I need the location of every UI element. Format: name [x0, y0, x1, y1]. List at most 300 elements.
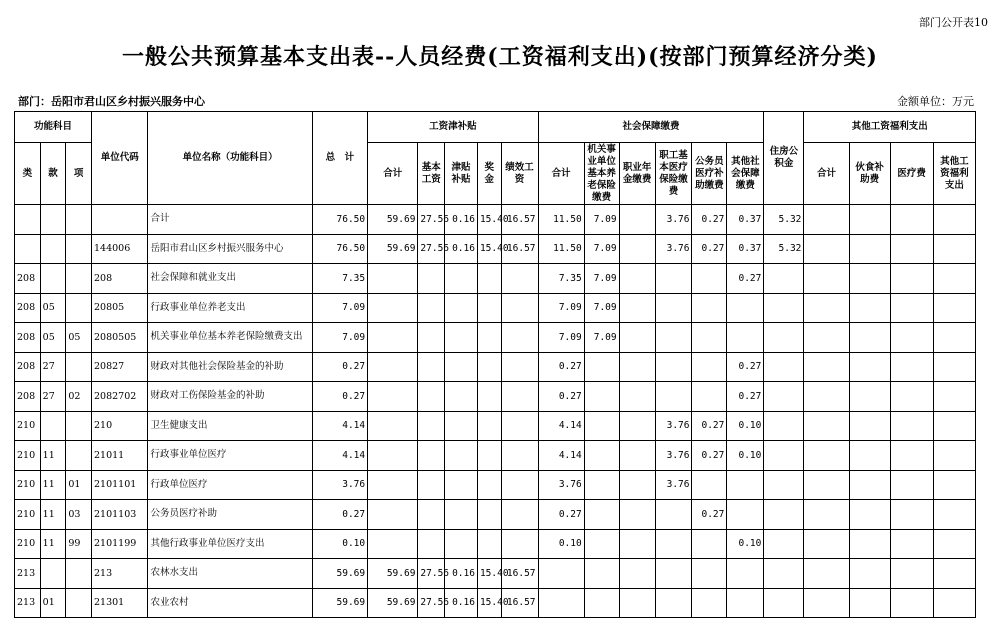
cell-lei: 210 [15, 441, 41, 471]
header-performance: 绩效工资 [501, 143, 538, 205]
table-row [15, 323, 976, 353]
cell-social-total: 4.14 [538, 441, 584, 471]
cell-other-social: 0.37 [727, 234, 764, 264]
cell-annuity [619, 500, 655, 530]
cell-meal [849, 411, 890, 441]
cell-allowance [445, 352, 478, 382]
cell-meal [849, 588, 890, 618]
cell-medical-fee [890, 500, 933, 530]
cell-medical-fee [890, 470, 933, 500]
cell-lei: 210 [15, 470, 41, 500]
cell-other-total [804, 234, 849, 264]
cell-civil-medical [692, 529, 727, 559]
cell-unit-code: 20805 [92, 293, 148, 323]
cell-basic-wage [418, 264, 445, 294]
cell-total: 76.50 [312, 234, 367, 264]
header-unit-name: 单位名称（功能科目） [148, 112, 312, 205]
cell-basic-wage [418, 470, 445, 500]
cell-total: 0.27 [312, 382, 367, 412]
cell-performance [501, 352, 538, 382]
cell-meal [849, 441, 890, 471]
cell-annuity [619, 470, 655, 500]
cell-pension [584, 588, 619, 618]
cell-bonus [477, 470, 501, 500]
cell-basic-wage [418, 529, 445, 559]
cell-bonus [477, 352, 501, 382]
cell-unit-code: 208 [92, 264, 148, 294]
cell-bonus [477, 293, 501, 323]
cell-basic-wage [418, 411, 445, 441]
cell-basic-wage: 27.56 [418, 588, 445, 618]
cell-medical-fee [890, 352, 933, 382]
cell-social-total: 11.50 [538, 234, 584, 264]
cell-medical-fee [890, 293, 933, 323]
cell-civil-medical: 0.27 [692, 234, 727, 264]
header-social-total: 合计 [538, 143, 584, 205]
cell-kuan: 11 [40, 529, 66, 559]
cell-other-social [727, 293, 764, 323]
cell-medical-fee [890, 441, 933, 471]
cell-bonus: 15.40 [477, 234, 501, 264]
cell-unit-name: 财政对工伤保险基金的补助 [148, 382, 312, 412]
header-pension: 机关事业单位基本养老保险缴费 [584, 143, 619, 205]
cell-performance [501, 323, 538, 353]
cell-meal [849, 205, 890, 235]
cell-medical: 3.76 [655, 441, 692, 471]
cell-unit-code: 20827 [92, 352, 148, 382]
cell-civil-medical [692, 352, 727, 382]
cell-kuan [40, 264, 66, 294]
cell-unit-code: 210 [92, 411, 148, 441]
cell-housing [764, 500, 804, 530]
unit-label: 金额单位：万元 [897, 95, 974, 108]
cell-bonus: 15.40 [477, 588, 501, 618]
cell-medical [655, 588, 692, 618]
cell-lei: 213 [15, 559, 41, 589]
cell-xiang [66, 205, 92, 235]
cell-other-social: 0.27 [727, 352, 764, 382]
cell-bonus [477, 500, 501, 530]
header-other-group: 其他工资福利支出 [804, 112, 976, 143]
header-basic-wage: 基本工资 [418, 143, 445, 205]
cell-medical: 3.76 [655, 205, 692, 235]
cell-pension [584, 559, 619, 589]
header-func-subject: 功能科目 [15, 112, 92, 143]
cell-unit-name: 其他行政事业单位医疗支出 [148, 529, 312, 559]
cell-annuity [619, 529, 655, 559]
cell-total: 7.35 [312, 264, 367, 294]
cell-wage-total [368, 470, 418, 500]
cell-performance: 16.57 [501, 205, 538, 235]
cell-performance [501, 470, 538, 500]
cell-xiang [66, 588, 92, 618]
cell-civil-medical: 0.27 [692, 500, 727, 530]
cell-lei: 208 [15, 264, 41, 294]
table-row [15, 234, 976, 264]
cell-allowance [445, 382, 478, 412]
cell-other-total [804, 441, 849, 471]
cell-medical-fee [890, 264, 933, 294]
cell-performance [501, 500, 538, 530]
cell-kuan [40, 234, 66, 264]
cell-housing [764, 352, 804, 382]
table-row [15, 264, 976, 294]
table-row [15, 588, 976, 618]
cell-wage-total [368, 323, 418, 353]
table-row [15, 411, 976, 441]
cell-civil-medical [692, 323, 727, 353]
cell-other-total [804, 264, 849, 294]
cell-pension [584, 441, 619, 471]
cell-allowance [445, 441, 478, 471]
cell-unit-name: 行政单位医疗 [148, 470, 312, 500]
header-meal: 伙食补助费 [849, 143, 890, 205]
cell-xiang [66, 234, 92, 264]
cell-other-welfare [933, 500, 975, 530]
cell-other-total [804, 559, 849, 589]
cell-other-social: 0.10 [727, 411, 764, 441]
cell-allowance [445, 470, 478, 500]
table-row [15, 559, 976, 589]
cell-annuity [619, 411, 655, 441]
cell-medical: 3.76 [655, 411, 692, 441]
cell-social-total: 7.09 [538, 323, 584, 353]
cell-annuity [619, 588, 655, 618]
cell-medical-fee [890, 411, 933, 441]
cell-other-total [804, 470, 849, 500]
cell-social-total: 4.14 [538, 411, 584, 441]
cell-civil-medical: 0.27 [692, 205, 727, 235]
cell-wage-total [368, 500, 418, 530]
cell-total: 76.50 [312, 205, 367, 235]
header-medical: 职工基本医疗保险缴费 [655, 143, 692, 205]
cell-performance [501, 441, 538, 471]
cell-social-total: 0.10 [538, 529, 584, 559]
cell-social-total: 0.27 [538, 382, 584, 412]
cell-total: 59.69 [312, 559, 367, 589]
cell-annuity [619, 559, 655, 589]
cell-bonus [477, 441, 501, 471]
cell-meal [849, 264, 890, 294]
cell-performance [501, 293, 538, 323]
cell-unit-code: 2101103 [92, 500, 148, 530]
cell-bonus [477, 323, 501, 353]
department-label: 部门：岳阳市君山区乡村振兴服务中心 [18, 95, 205, 108]
cell-xiang [66, 441, 92, 471]
cell-pension [584, 529, 619, 559]
cell-unit-name: 机关事业单位基本养老保险缴费支出 [148, 323, 312, 353]
cell-wage-total [368, 264, 418, 294]
table-row [15, 529, 976, 559]
cell-other-welfare [933, 411, 975, 441]
cell-other-welfare [933, 559, 975, 589]
cell-wage-total: 59.69 [368, 559, 418, 589]
cell-social-total: 3.76 [538, 470, 584, 500]
cell-xiang [66, 559, 92, 589]
cell-bonus [477, 411, 501, 441]
cell-xiang: 02 [66, 382, 92, 412]
cell-annuity [619, 441, 655, 471]
cell-annuity [619, 382, 655, 412]
table-row [15, 205, 976, 235]
cell-wage-total [368, 382, 418, 412]
cell-other-welfare [933, 323, 975, 353]
cell-basic-wage [418, 293, 445, 323]
cell-lei: 213 [15, 588, 41, 618]
cell-social-total: 0.27 [538, 500, 584, 530]
cell-housing [764, 264, 804, 294]
cell-allowance: 0.16 [445, 234, 478, 264]
cell-other-social: 0.37 [727, 205, 764, 235]
cell-other-social [727, 470, 764, 500]
cell-wage-total: 59.69 [368, 588, 418, 618]
cell-meal [849, 382, 890, 412]
cell-allowance [445, 293, 478, 323]
header-social-group: 社会保障缴费 [538, 112, 764, 143]
cell-pension [584, 382, 619, 412]
cell-lei: 210 [15, 529, 41, 559]
cell-kuan: 05 [40, 323, 66, 353]
cell-basic-wage: 27.56 [418, 205, 445, 235]
cell-lei: 210 [15, 411, 41, 441]
cell-social-total [538, 559, 584, 589]
cell-other-total [804, 588, 849, 618]
cell-allowance [445, 500, 478, 530]
cell-unit-name: 卫生健康支出 [148, 411, 312, 441]
cell-kuan [40, 205, 66, 235]
cell-other-social [727, 323, 764, 353]
cell-housing [764, 529, 804, 559]
cell-civil-medical [692, 264, 727, 294]
cell-lei: 208 [15, 323, 41, 353]
cell-medical-fee [890, 323, 933, 353]
cell-unit-name: 公务员医疗补助 [148, 500, 312, 530]
cell-bonus [477, 529, 501, 559]
cell-kuan: 27 [40, 382, 66, 412]
cell-total: 7.09 [312, 323, 367, 353]
cell-other-social [727, 559, 764, 589]
cell-wage-total [368, 529, 418, 559]
cell-allowance: 0.16 [445, 588, 478, 618]
cell-lei: 208 [15, 382, 41, 412]
cell-housing [764, 293, 804, 323]
cell-wage-total: 59.69 [368, 234, 418, 264]
cell-other-welfare [933, 588, 975, 618]
cell-social-total: 0.27 [538, 352, 584, 382]
cell-other-welfare [933, 470, 975, 500]
cell-unit-code: 144006 [92, 234, 148, 264]
cell-unit-name: 合计 [148, 205, 312, 235]
cell-lei: 210 [15, 500, 41, 530]
cell-basic-wage [418, 323, 445, 353]
cell-other-welfare [933, 264, 975, 294]
cell-meal [849, 559, 890, 589]
cell-other-total [804, 293, 849, 323]
cell-unit-code: 213 [92, 559, 148, 589]
cell-basic-wage: 27.56 [418, 559, 445, 589]
cell-housing [764, 382, 804, 412]
header-total: 总 计 [312, 112, 367, 205]
cell-annuity [619, 352, 655, 382]
cell-wage-total [368, 441, 418, 471]
budget-table [14, 111, 976, 618]
cell-medical: 3.76 [655, 470, 692, 500]
cell-civil-medical [692, 588, 727, 618]
cell-meal [849, 529, 890, 559]
page-number-label: 部门公开表10 [919, 16, 988, 29]
cell-annuity [619, 205, 655, 235]
cell-civil-medical: 0.27 [692, 411, 727, 441]
cell-allowance [445, 529, 478, 559]
cell-unit-name: 行政事业单位医疗 [148, 441, 312, 471]
cell-wage-total [368, 293, 418, 323]
cell-other-social: 0.10 [727, 441, 764, 471]
cell-medical [655, 382, 692, 412]
cell-other-total [804, 500, 849, 530]
cell-civil-medical [692, 470, 727, 500]
cell-medical [655, 264, 692, 294]
cell-performance [501, 529, 538, 559]
header-housing: 住房公积金 [764, 112, 804, 205]
header-xiang: 项 [66, 143, 92, 205]
cell-meal [849, 323, 890, 353]
header-other-social: 其他社会保障缴费 [727, 143, 764, 205]
cell-housing [764, 588, 804, 618]
cell-xiang [66, 352, 92, 382]
cell-other-total [804, 411, 849, 441]
cell-unit-code: 2101101 [92, 470, 148, 500]
page-title: 一般公共预算基本支出表--人员经费(工资福利支出)(按部门预算经济分类) [122, 44, 878, 70]
cell-bonus [477, 382, 501, 412]
cell-unit-name: 农业农村 [148, 588, 312, 618]
cell-unit-name: 社会保障和就业支出 [148, 264, 312, 294]
header-allowance: 津贴补贴 [445, 143, 478, 205]
cell-lei [15, 234, 41, 264]
cell-other-social: 0.27 [727, 264, 764, 294]
cell-housing [764, 470, 804, 500]
cell-housing [764, 441, 804, 471]
table-row [15, 382, 976, 412]
cell-xiang: 01 [66, 470, 92, 500]
cell-pension: 7.09 [584, 323, 619, 353]
cell-meal [849, 352, 890, 382]
cell-allowance: 0.16 [445, 559, 478, 589]
cell-basic-wage: 27.56 [418, 234, 445, 264]
header-lei: 类 [15, 143, 41, 205]
header-kuan: 款 [40, 143, 66, 205]
table-row [15, 441, 976, 471]
cell-annuity [619, 323, 655, 353]
cell-other-social: 0.10 [727, 529, 764, 559]
cell-other-welfare [933, 382, 975, 412]
cell-civil-medical [692, 382, 727, 412]
cell-meal [849, 470, 890, 500]
cell-medical-fee [890, 529, 933, 559]
cell-housing: 5.32 [764, 205, 804, 235]
cell-performance [501, 382, 538, 412]
header-wage-group: 工资津补贴 [368, 112, 538, 143]
cell-total: 59.69 [312, 588, 367, 618]
cell-unit-code: 2080505 [92, 323, 148, 353]
cell-other-total [804, 205, 849, 235]
cell-allowance [445, 411, 478, 441]
header-other-total: 合计 [804, 143, 849, 205]
cell-bonus: 15.40 [477, 205, 501, 235]
cell-medical-fee [890, 382, 933, 412]
cell-civil-medical: 0.27 [692, 441, 727, 471]
cell-performance: 16.57 [501, 588, 538, 618]
cell-social-total [538, 588, 584, 618]
cell-wage-total: 59.69 [368, 205, 418, 235]
cell-basic-wage [418, 441, 445, 471]
cell-housing [764, 411, 804, 441]
cell-meal [849, 234, 890, 264]
cell-medical [655, 352, 692, 382]
cell-civil-medical [692, 293, 727, 323]
cell-performance: 16.57 [501, 234, 538, 264]
cell-pension [584, 500, 619, 530]
cell-unit-code [92, 205, 148, 235]
cell-medical [655, 529, 692, 559]
header-other-welfare: 其他工资福利支出 [933, 143, 975, 205]
cell-medical [655, 323, 692, 353]
cell-lei: 208 [15, 293, 41, 323]
cell-pension: 7.09 [584, 234, 619, 264]
table-body [15, 205, 976, 618]
cell-xiang [66, 264, 92, 294]
cell-kuan: 11 [40, 441, 66, 471]
cell-other-social [727, 588, 764, 618]
cell-housing [764, 323, 804, 353]
header-unit-code: 单位代码 [92, 112, 148, 205]
cell-other-welfare [933, 205, 975, 235]
cell-meal [849, 293, 890, 323]
cell-medical-fee [890, 559, 933, 589]
cell-kuan: 11 [40, 500, 66, 530]
cell-allowance [445, 264, 478, 294]
cell-other-welfare [933, 234, 975, 264]
cell-bonus: 15.40 [477, 559, 501, 589]
cell-annuity [619, 264, 655, 294]
cell-pension [584, 352, 619, 382]
cell-lei: 208 [15, 352, 41, 382]
cell-wage-total [368, 352, 418, 382]
cell-xiang: 05 [66, 323, 92, 353]
cell-social-total: 11.50 [538, 205, 584, 235]
cell-pension: 7.09 [584, 293, 619, 323]
cell-kuan [40, 559, 66, 589]
cell-other-welfare [933, 293, 975, 323]
cell-total: 3.76 [312, 470, 367, 500]
cell-other-social: 0.27 [727, 382, 764, 412]
cell-other-total [804, 382, 849, 412]
cell-other-total [804, 529, 849, 559]
cell-allowance [445, 323, 478, 353]
cell-other-welfare [933, 352, 975, 382]
cell-unit-code: 21011 [92, 441, 148, 471]
cell-total: 0.27 [312, 352, 367, 382]
cell-bonus [477, 264, 501, 294]
cell-wage-total [368, 411, 418, 441]
cell-basic-wage [418, 382, 445, 412]
cell-medical: 3.76 [655, 234, 692, 264]
cell-kuan: 05 [40, 293, 66, 323]
cell-xiang [66, 411, 92, 441]
cell-total: 4.14 [312, 441, 367, 471]
cell-pension [584, 470, 619, 500]
cell-basic-wage [418, 500, 445, 530]
cell-other-welfare [933, 441, 975, 471]
